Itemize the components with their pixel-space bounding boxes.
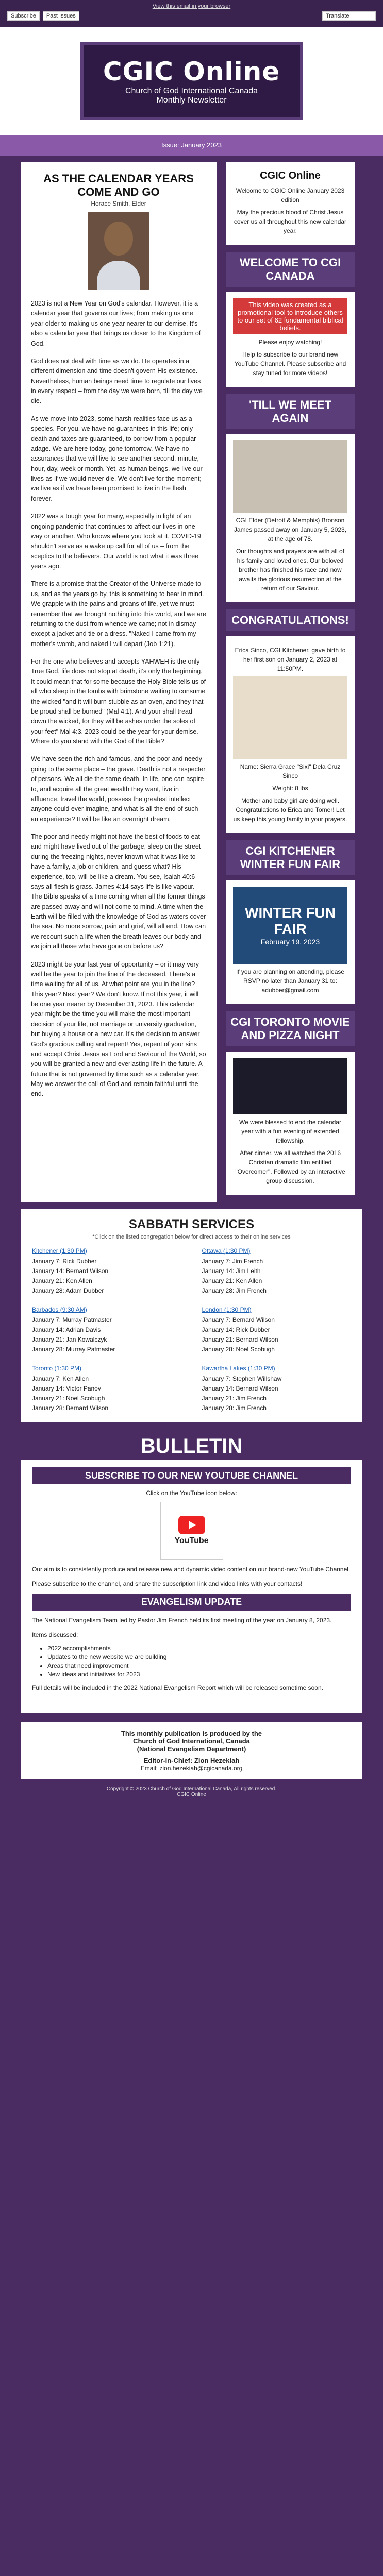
speaker-entry: January 14: Bernard Wilson (202, 1385, 278, 1392)
speaker-entry: January 7: Bernard Wilson (202, 1316, 275, 1324)
congregation-link[interactable]: Kitchener (1:30 PM) (32, 1247, 87, 1255)
logo-subtitle: Church of God International Canada (125, 87, 258, 95)
memorial-photo (233, 440, 347, 513)
fun-fair-poster (233, 887, 347, 964)
congregation-group (202, 1306, 352, 1355)
speaker-entry: January 14: Bernard Wilson (32, 1267, 109, 1275)
congregation-link[interactable]: Barbados (9:30 AM) (32, 1306, 87, 1313)
speaker-entry: January 7: Rick Dubber (32, 1258, 97, 1265)
speaker-entry: January 28: Adam Dubber (32, 1287, 104, 1294)
translate-select[interactable]: Translate (322, 11, 376, 21)
footer-line: (National Evangelism Department) (137, 1745, 246, 1753)
speaker-entry: January 21: Jan Kowalczyk (32, 1336, 107, 1343)
canada-title: WELCOME TO CGI CANADA (226, 252, 355, 287)
speaker-entry: January 7: Ken Allen (32, 1375, 89, 1382)
toronto-text-1: We were blessed to end the calendar year with a fun evening of extended fellowship. (239, 1118, 341, 1144)
article-paragraph: We have seen the rich and famous, and the poor and needy going to the same place – the grave. Death is not a respecter of persons. We all die the same death. In life, one can aspire to, and acquire all the great wealth they want, live in affluence, travel the world, possess the greatest intellect anyone could ever imagine, and what is all the end of such an experience? It will be like an overnight dream. (31, 755, 206, 823)
list-item: • Updates to the new website we are building (47, 1653, 351, 1660)
copyright-org: CGIC Online (177, 1792, 206, 1798)
kitchener-title: CGI KITCHENER WINTER FUN FAIR (226, 840, 355, 875)
article-paragraph: For the one who believes and accepts YAHWEH is the only True God, life does not stop at death, it's only the beginning. It could mean that for some because the Holy Bible tells us of all who sleep in the tombs with brimstone waiting to consume the wicked "and it will burn stubble as an oven, and they that be proud shall be burned" (Mal 4:1). And your shall tread down the wicked, for they will be ashes under the soles of your feet" Mal 4:3. 2023 could be the year for your demise. Where do you stand with the God of the Bible? (31, 658, 206, 745)
meet-title: 'TILL WE MEET AGAIN (226, 394, 355, 429)
speaker-entry: January 14: Victor Panov (32, 1385, 101, 1392)
sabbath-title: SABBATH SERVICES (128, 1217, 255, 1231)
kitchener-text: If you are planning on attending, please RSVP no later than January 31 to: adubber@gmail.com (236, 968, 345, 994)
list-item: • Areas that need improvement (47, 1662, 351, 1669)
article-title: AS THE CALENDAR YEARS COME AND GO (43, 172, 194, 198)
speaker-entry: January 14: Jim Leith (202, 1267, 261, 1275)
top-bar (0, 0, 383, 27)
sabbath-note: *Click on the listed congregation below for direct access to their online services (92, 1234, 291, 1240)
meet-card (226, 434, 355, 602)
article-paragraph: 2022 was a tough year for many, especially in light of an ongoing pandemic that continues to affect our lives in one way or another. Who knows where you took at it, COVID-19 shouldn't serve as a wake up call for all of us – from the sceptics to the believers. Our world is not what it was three years ago. (31, 513, 202, 570)
list-item: • New ideas and initiatives for 2023 (47, 1671, 351, 1678)
congregation-group (202, 1365, 352, 1414)
evangelism-heading: EVANGELISM UPDATE (32, 1594, 351, 1611)
youtube-heading: SUBSCRIBE TO OUR NEW YOUTUBE CHANNEL (32, 1467, 351, 1484)
congregation-link[interactable]: Kawartha Lakes (1:30 PM) (202, 1365, 275, 1372)
poster-title: WINTER FUN FAIR (245, 905, 336, 937)
speaker-entry: January 28: Jim French (202, 1287, 267, 1294)
logo-subtitle-2: Monthly Newsletter (156, 96, 227, 105)
items-list (42, 1645, 351, 1678)
speaker-entry: January 21: Bernard Wilson (202, 1336, 278, 1343)
sabbath-services (21, 1209, 362, 1422)
congregation-group (32, 1365, 181, 1414)
main-article (21, 162, 217, 1202)
bulletin-title: BULLETIN (21, 1433, 362, 1460)
baby-name: Name: Sierra Grace "Sixi" Dela Cruz Sinco (240, 763, 341, 779)
toronto-text-2: After cinner, we all watched the 2016 Christian dramatic film entitled "Overcomer". Followed by an interactive group discussion. (235, 1149, 345, 1184)
article-paragraph: 2023 is not a New Year on God's calendar. However, it is a calendar year that governs our lives; from making us one year older to making us one year nearer to our demise. It's also a calendar year that brings us closer to the Kingdom of God. (31, 300, 201, 347)
sidebar (226, 162, 355, 1202)
speaker-entry: January 7: Stephen Willshaw (202, 1375, 282, 1382)
canada-subscribe-text: Help to subscribe to our brand new YouTube Channel. Please subscribe and stay tuned for more videos! (234, 351, 346, 377)
youtube-icon[interactable] (160, 1502, 223, 1560)
speaker-entry: January 28: Noel Scobugh (202, 1346, 275, 1353)
canada-enjoy: Please enjoy watching! (258, 338, 322, 346)
speaker-entry: January 21: Jim French (202, 1395, 267, 1402)
meet-caption: CGI Elder (Detroit & Memphis) Bronson James passed away on January 5, 2023, at the age of 78. (234, 517, 347, 543)
youtube-paragraph: Please subscribe to the channel, and share the subscription link and video links with your contacts! (32, 1580, 303, 1587)
youtube-paragraph: Our aim is to consistently produce and release new and dynamic video content on our brand-new YouTube Channel. (32, 1566, 351, 1573)
canada-video-thumbnail[interactable] (233, 298, 347, 334)
congregation-link[interactable]: Toronto (1:30 PM) (32, 1365, 82, 1372)
play-icon (178, 1516, 205, 1534)
baby-weight: Weight: 8 lbs (272, 785, 308, 792)
copyright (0, 1779, 383, 1805)
past-issues-button[interactable]: Past Issues (43, 11, 79, 21)
youtube-label: YouTube (174, 1536, 209, 1545)
toronto-title: CGI TORONTO MOVIE AND PIZZA NIGHT (226, 1011, 355, 1046)
kitchener-card (226, 880, 355, 1004)
congregation-group (202, 1247, 352, 1297)
speaker-entry: January 28: Murray Patmaster (32, 1346, 115, 1353)
article-paragraph: 2023 might be your last year of opportunity – or it may very well be the year to join the line of the deceased. There's a time waiting for all of us. At what point are you in the line? This year? Next year? We don't know. If not this year, it will be one year nearer by December 31, 2023. This calendar year might be the time you will make the most important decision of your life, not marriage or university graduation, but buying a house or a new car. It's the decision to answer God's gracious calling and repent! Yes, repent of your sins and accept Christ Jesus as Lord and Saviour of the World, so you will be granted a new and everlasting life in the future. A future that is not governed by time such as a calendar year. May we answer the call of God and remain faithful until the end. (31, 960, 206, 1098)
congrats-title: CONGRATULATIONS! (226, 609, 355, 631)
welcome-text: May the precious blood of Christ Jesus cover us all throughout this new calendar year. (234, 209, 347, 234)
congregation-group (32, 1247, 181, 1297)
welcome-sub: Welcome to CGIC Online January 2023 edition (236, 187, 345, 204)
speaker-entry: January 21: Ken Allen (202, 1277, 262, 1284)
footer-line: Church of God International, Canada (133, 1737, 250, 1745)
article-byline: Horace Smith, Elder (91, 200, 146, 207)
footer-editor: Editor-in-Chief: Zion Hezekiah (143, 1757, 240, 1765)
speaker-entry: January 28: Bernard Wilson (32, 1404, 109, 1412)
speaker-entry: January 7: Jim French (202, 1258, 263, 1265)
newsletter-logo (80, 42, 303, 120)
subscribe-button[interactable]: Subscribe (7, 11, 40, 21)
congregation-link[interactable]: London (1:30 PM) (202, 1306, 252, 1313)
congrats-text: Erica Sinco, CGI Kitchener, gave birth to her first son on January 2, 2023 at 11:50PM. (235, 647, 346, 672)
youtube-click-text: Click on the YouTube icon below: (146, 1489, 237, 1497)
article-paragraph: The poor and needy might not have the best of foods to eat and might have lived out of the garbage, sleep on the street during the freezing nights, never known what it was like to have a family, a job or children, and guess what? His experience, too, will be like a dream. You see, Isaiah 40:6 says all flesh is grass. James 4:14 says life is like vapour. The Bible speaks of a time coming when all the former things are passed away and will not come to mind. A time when the Earth will be filled with the knowledge of God as waters cover the sea. No more sorrow, pain and grief, will all end. How can we recount such a life when the breath leaves our body and we join all those who have gone on before us? (31, 833, 206, 951)
header (0, 27, 383, 135)
speaker-entry: January 21: Noel Scobugh (32, 1395, 105, 1402)
items-label: Items discussed: (32, 1631, 78, 1638)
copyright-text: Copyright © 2023 Church of God International Canada, All rights reserved. (106, 1786, 277, 1792)
speaker-entry: January 14: Rick Dubber (202, 1326, 270, 1333)
welcome-title: CGIC Online (260, 170, 321, 181)
footer-line: This monthly publication is produced by the (121, 1730, 262, 1737)
poster-date: February 19, 2023 (260, 938, 320, 946)
meet-text: Our thoughts and prayers are with all of his family and loved ones. Our beloved brother has finished his race and now awaits the glorious resurrection at the return of our Saviour. (236, 548, 345, 592)
congrats-card (226, 636, 355, 833)
evangelism-paragraph: The National Evangelism Team led by Pastor Jim French held its first meeting of the year on January 8, 2023. (32, 1617, 332, 1624)
baby-photo (233, 676, 347, 759)
article-paragraph: There is a promise that the Creator of the Universe made to us, and as the years go by, this is something to bear in mind. We grapple with the pains and groans of life, yet we must remember that we brought nothing into this world, and we are returning to the dust from whence we came; not in dismay – except a jacket and tie or a dress. "Naked I came from my mother's womb, and naked I will depart (Job 1:21). (31, 580, 206, 648)
list-item: • 2022 accomplishments (47, 1645, 351, 1652)
article-paragraph: As we move into 2023, some harsh realities face us as a species. For you, we have no guarantees in this life; only death and taxes are guaranteed, to borrow from a popular adage. We are here today, gone tomorrow. We have no assurances that we will live to see another second, minute, hour, day, week or month. Yet, as human beings, we live our lives as if we would never die. We don't live for the moment; we live as if we have been promised to live in the flesh forever. (31, 415, 203, 502)
speaker-entry: January 7: Murray Patmaster (32, 1316, 112, 1324)
welcome-card (226, 162, 355, 245)
footer (21, 1722, 362, 1779)
speaker-entry: January 21: Ken Allen (32, 1277, 92, 1284)
canada-card (226, 292, 355, 387)
author-photo (88, 212, 149, 290)
speaker-entry: January 14: Adrian Davis (32, 1326, 101, 1333)
congregation-link[interactable]: Ottawa (1:30 PM) (202, 1247, 251, 1255)
footer-email[interactable]: Email: zion.hezekiah@cgicanada.org (140, 1765, 243, 1772)
movie-night-photo (233, 1058, 347, 1114)
speaker-entry: January 28: Jim French (202, 1404, 267, 1412)
view-in-browser-link[interactable]: View this email in your browser (152, 3, 231, 9)
evangelism-paragraph: Full details will be included in the 2022 National Evangelism Report which will be released sometime soon. (32, 1684, 323, 1691)
issue-bar: Issue: January 2023 (0, 135, 383, 156)
toronto-card (226, 1052, 355, 1195)
canada-video-caption: This video was created as a promotional tool to introduce others to our set of 62 fundamental biblical beliefs. (237, 301, 343, 332)
logo-title: CGIC Online (103, 57, 280, 87)
bulletin (21, 1433, 362, 1713)
congregation-group (32, 1306, 181, 1355)
article-paragraph: God does not deal with time as we do. He operates in a different dimension and time doesn't govern His existence. Nevertheless, human beings need time to regulate our lives in every respect – from the day we were born, till the day we die. (31, 357, 203, 405)
congrats-closing: Mother and baby girl are doing well. Congratulations to Erica and Tomer! Let us keep this young family in your prayers. (233, 797, 347, 823)
